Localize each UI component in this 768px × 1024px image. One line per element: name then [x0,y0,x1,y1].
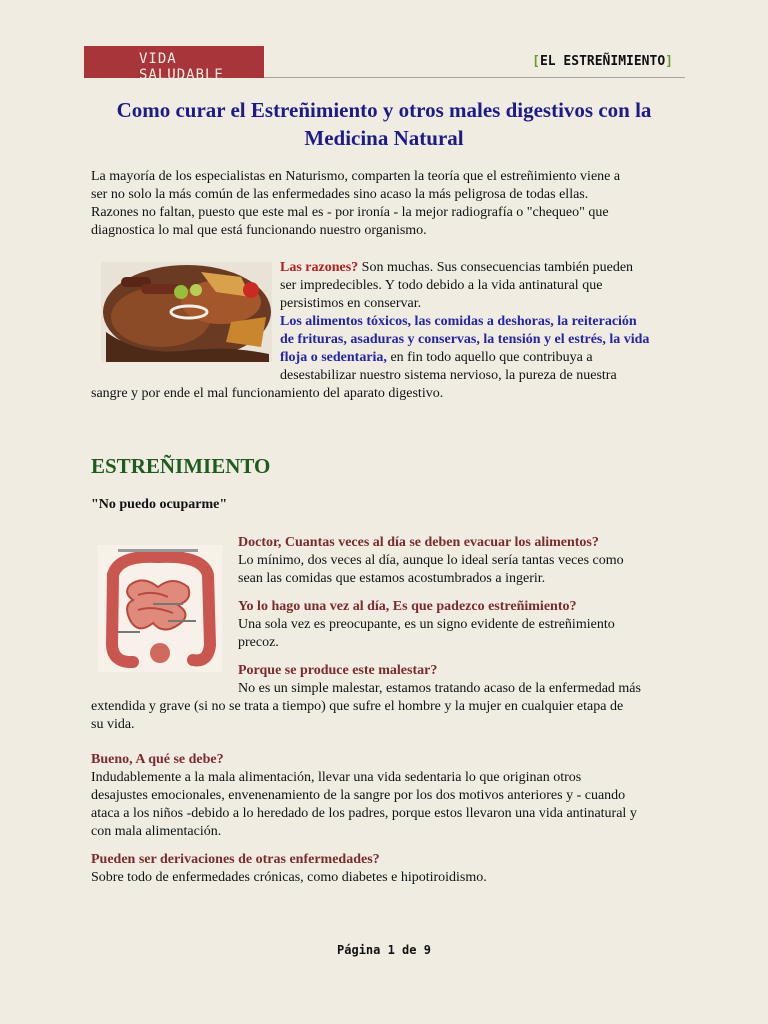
qa-block-2 [238,598,698,652]
page-header [84,46,685,83]
title-line-2: Medicina Natural [304,126,464,150]
razones-emphasis: Los alimentos tóxicos, las comidas a deshoras, la reiteración [280,314,637,329]
intro-line: Razones no faltan, puesto que este mal es - por ironía - la mejor radiografía o "chequeo" que [91,205,609,220]
section-title: ESTREÑIMIENTO [91,454,271,478]
razones-block [280,259,700,385]
answer-line: extendida y grave (si no se trata a tiempo) que sufre el hombre y la mujer en cualquier etapa de [91,699,624,714]
answer-line: Sobre todo de enfermedades crónicas, como diabetes e hipotiroidismo. [91,870,487,885]
qa-block-1 [238,534,698,588]
answer-line: sean las comidas que estamos acostumbrados a ingerir. [238,571,546,586]
bracket-close: ] [665,54,673,69]
page-title [90,96,678,152]
razones-line-6 [280,349,700,367]
food-image [101,262,272,362]
razones-last-line: sangre y por ende el mal funcionamiento del aparato digestivo. [91,386,444,401]
qa-block-3-continued [91,698,701,734]
razones-line-1 [280,259,700,277]
razones-text: Son muchas. Sus consecuencias también pueden [358,260,634,275]
intro-line: diagnostica lo mal que está funcionando nuestro organismo. [91,223,427,238]
question-heading: Yo lo hago una vez al día, Es que padezco estreñimiento? [238,599,577,614]
answer-line: su vida. [91,717,135,732]
header-chapter [532,54,673,69]
header-brand-label: VIDA SALUDABLE [139,51,224,83]
header-divider [264,77,685,78]
answer-line: precoz. [238,635,279,650]
header-chapter-label: EL ESTREÑIMIENTO [539,54,666,69]
answer-line: Una sola vez es preocupante, es un signo evidente de estreñimiento [238,617,615,632]
razones-line: desestabilizar nuestro sistema nervioso, la pureza de nuestra [280,368,617,383]
intestine-diagram-image [98,545,222,672]
question-heading: Bueno, A qué se debe? [91,752,224,767]
answer-line: ataca a los niños -debido a lo heredado de los padres, porque estos llevaron una vida antinatural y [91,806,637,821]
question-heading: Doctor, Cuantas veces al día se deben evacuar los alimentos? [238,535,599,550]
razones-emphasis: floja o sedentaria, [280,350,387,365]
answer-line: con mala alimentación. [91,824,222,839]
razones-emphasis: de frituras, asaduras y conservas, la tensión y el estrés, la vida [280,332,650,347]
question-heading: Porque se produce este malestar? [238,663,438,678]
razones-text: en fin todo aquello que contribuya a [386,350,593,365]
page-number: Página 1 de 9 [337,943,431,957]
razones-line: persistimos en conservar. [280,296,422,311]
intro-paragraph [91,168,691,240]
question-heading: Pueden ser derivaciones de otras enfermedades? [91,852,380,867]
title-line-1: Como curar el Estreñimiento y otros males digestivos con la [116,98,652,122]
answer-line: desajustes emocionales, envenenamiento de la sangre por los dos motivos anteriores y - cuando [91,788,626,803]
section-quote: "No puedo ocuparme" [91,497,228,512]
qa-block-5 [91,851,701,887]
bracket-open: [ [532,54,540,69]
qa-block-3 [238,662,698,698]
header-brand-box [84,46,264,83]
qa-block-4 [91,751,701,841]
intro-line: ser no solo la más común de las enfermedades sino acaso la más peligrosa de todas ellas. [91,187,589,202]
answer-line: No es un simple malestar, estamos tratando acaso de la enfermedad más [238,681,641,696]
razones-label: Las razones? [280,260,359,275]
answer-line: Indudablemente a la mala alimentación, llevar una vida sedentaria lo que originan otros [91,770,582,785]
answer-line: Lo mínimo, dos veces al día, aunque lo ideal sería tantas veces como [238,553,624,568]
razones-line: ser impredecibles. Y todo debido a la vida antinatural que [280,278,603,293]
intro-line: La mayoría de los especialistas en Naturismo, comparten la teoría que el estreñimiento viene a [91,169,621,184]
